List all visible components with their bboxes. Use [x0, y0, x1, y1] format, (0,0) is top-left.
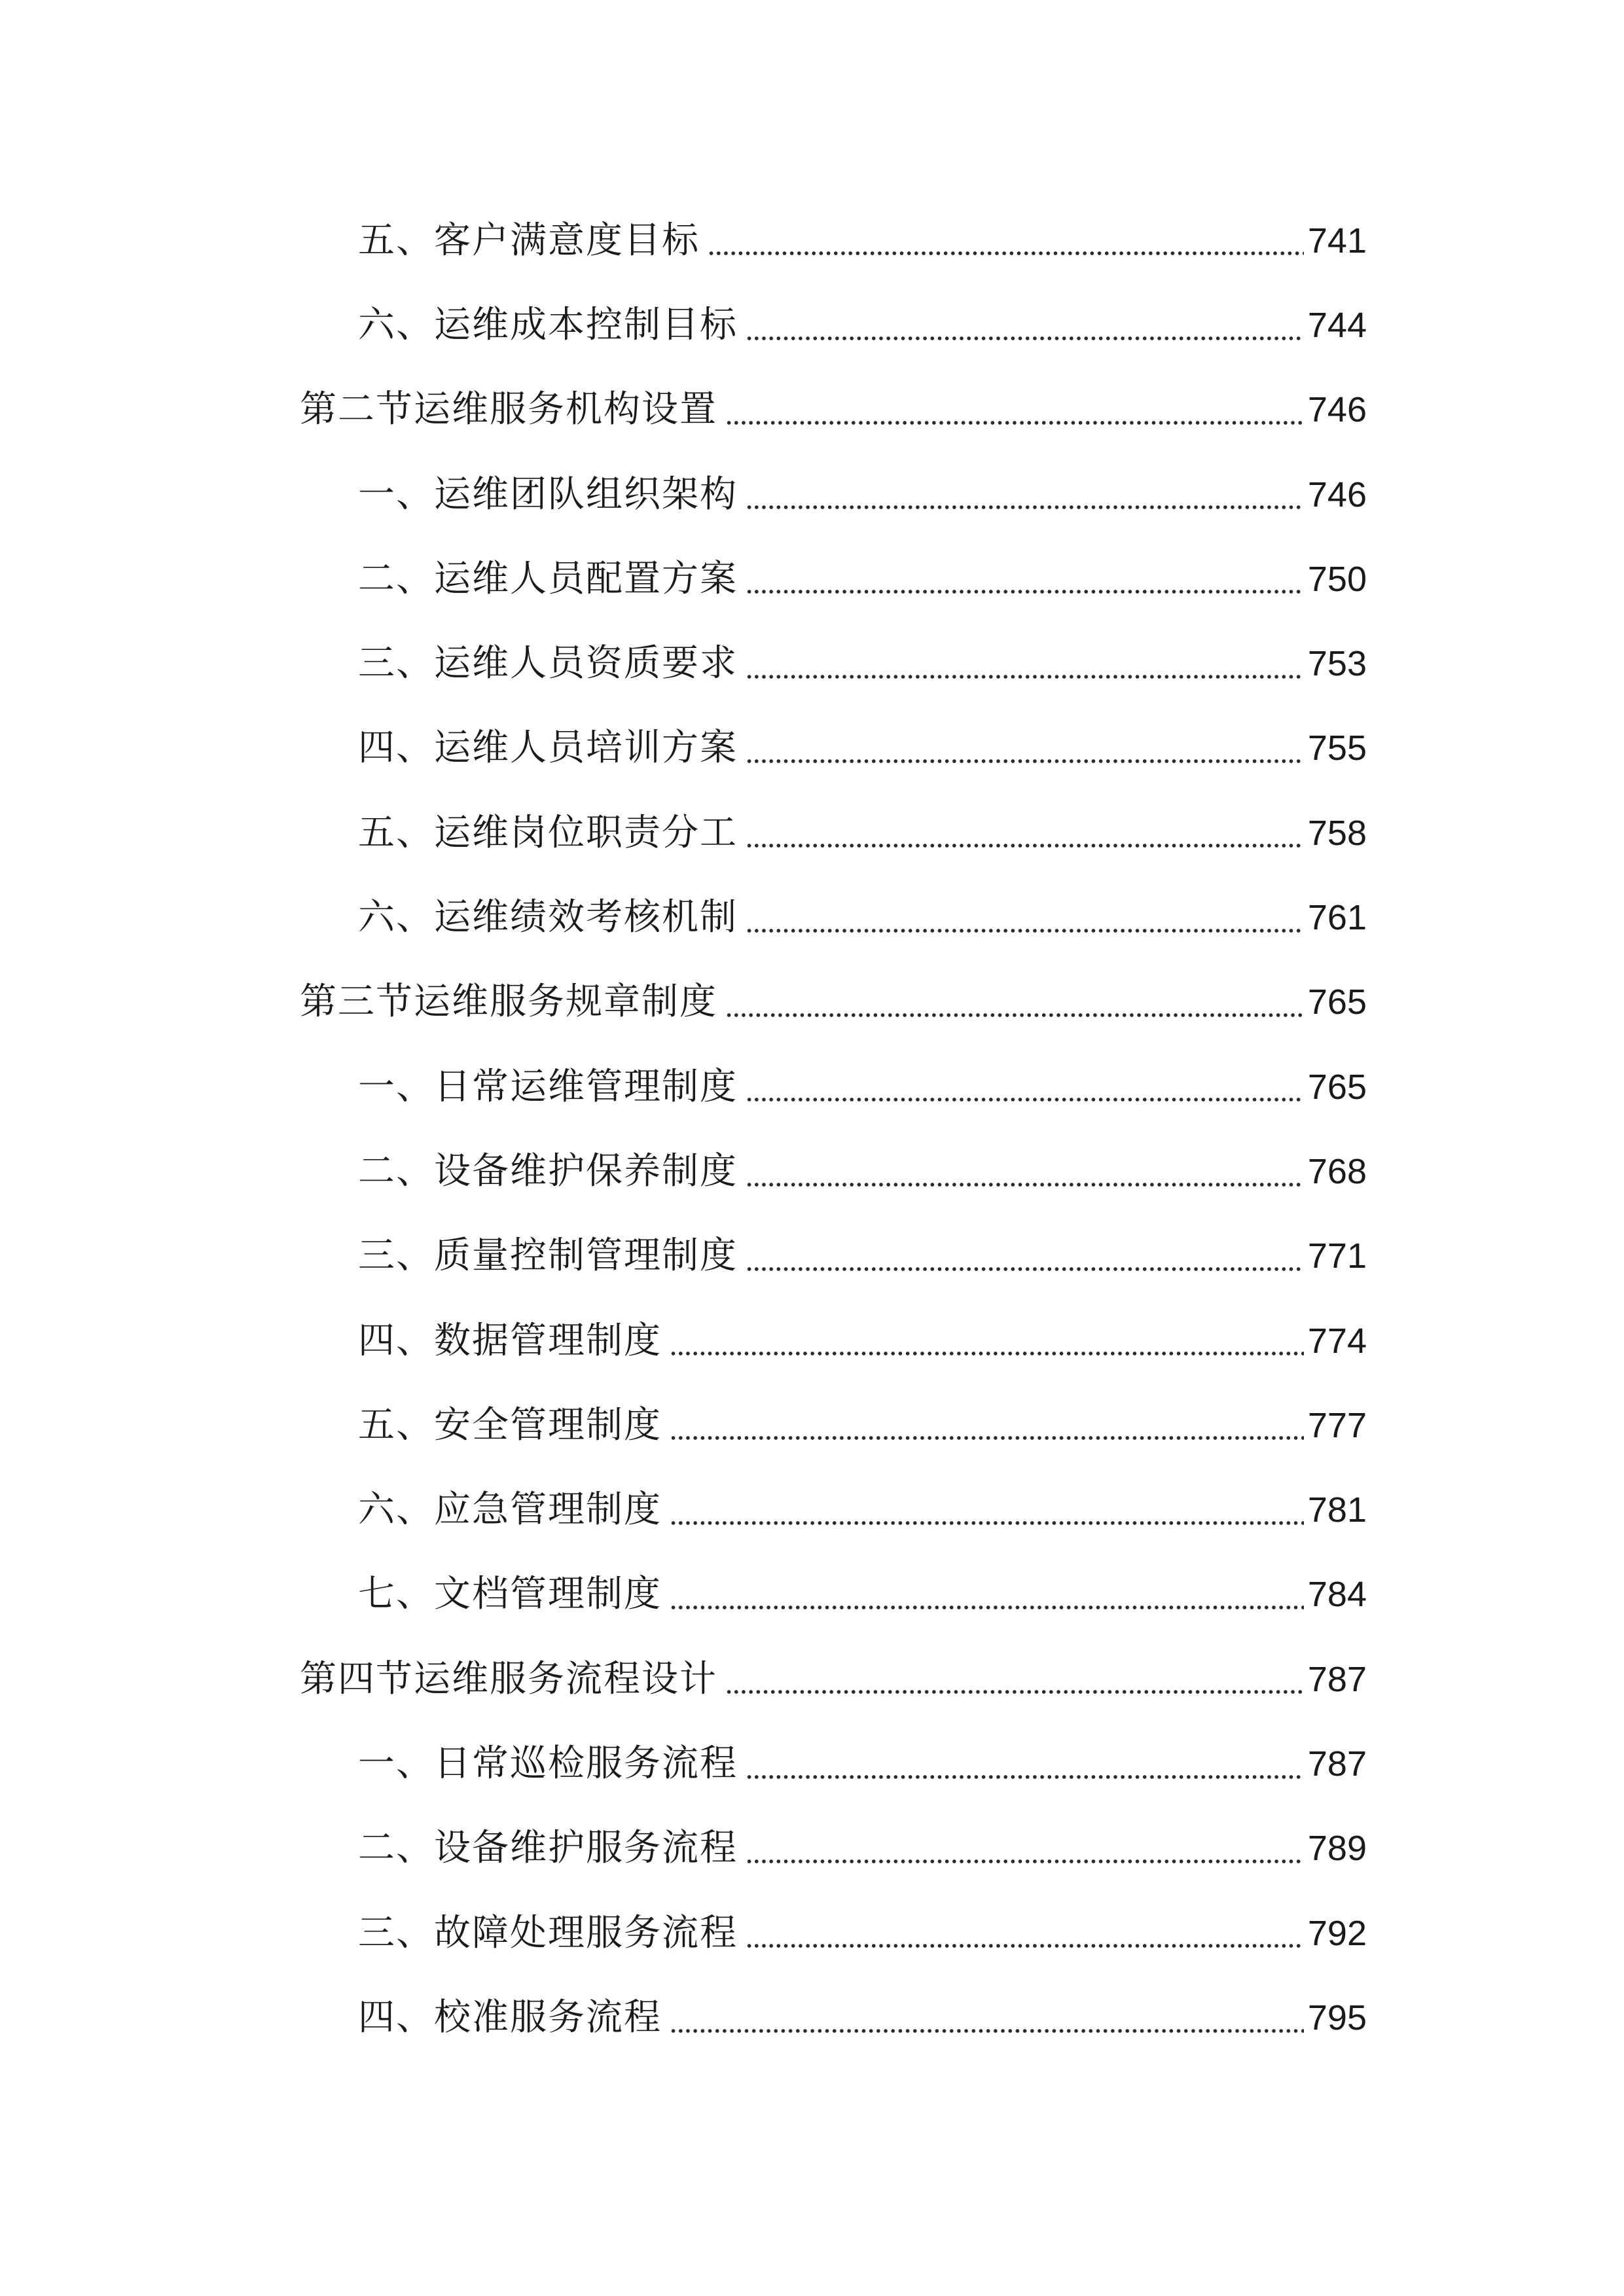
toc-dot-leader	[746, 1266, 1304, 1272]
toc-subsection-entry[interactable]	[0, 1045, 1624, 1129]
toc-dot-leader	[670, 1604, 1304, 1611]
toc-page-number: 765	[1307, 1067, 1367, 1107]
toc-page-number: 765	[1307, 982, 1367, 1022]
toc-page-number: 746	[1307, 475, 1367, 514]
toc-dot-leader	[746, 673, 1304, 680]
toc-subsection-entry[interactable]	[0, 791, 1624, 875]
toc-entry-title: 五、运维岗位职责分工	[358, 811, 738, 854]
toc-entry-title: 七、文档管理制度	[358, 1573, 662, 1616]
toc-page-number: 753	[1307, 644, 1367, 684]
toc-page-number: 784	[1307, 1575, 1367, 1615]
toc-page-number: 795	[1307, 1998, 1367, 2037]
toc-subsection-entry[interactable]	[0, 1721, 1624, 1806]
toc-page-number: 781	[1307, 1490, 1367, 1530]
toc-dot-leader	[746, 1943, 1304, 1949]
toc-subsection-entry[interactable]	[0, 1975, 1624, 2060]
toc-entry-title: 一、运维团队组织架构	[358, 473, 738, 516]
toc-entry-title: 六、应急管理制度	[358, 1488, 662, 1532]
toc-section-entry[interactable]	[0, 960, 1624, 1045]
toc-entry-title: 四、运维人员培训方案	[358, 726, 738, 770]
toc-dot-leader	[725, 1689, 1304, 1695]
toc-page-number: 787	[1307, 1744, 1367, 1784]
toc-entry-title: 四、数据管理制度	[358, 1319, 662, 1362]
toc-subsection-entry[interactable]	[0, 452, 1624, 537]
toc-section-entry[interactable]	[0, 1637, 1624, 1721]
toc-entry-title: 一、日常运维管理制度	[358, 1065, 738, 1108]
toc-entry-title: 五、客户满意度目标	[358, 219, 700, 262]
toc-subsection-entry[interactable]	[0, 706, 1624, 791]
toc-entry-title: 三、故障处理服务流程	[358, 1911, 738, 1954]
table-of-contents	[0, 198, 1624, 2060]
toc-dot-leader	[746, 758, 1304, 764]
toc-dot-leader	[670, 1350, 1304, 1357]
toc-dot-leader	[670, 2028, 1304, 2034]
toc-subsection-entry[interactable]	[0, 1891, 1624, 1975]
toc-dot-leader	[746, 1858, 1304, 1865]
toc-dot-leader	[746, 588, 1304, 595]
toc-page-number: 746	[1307, 390, 1367, 430]
toc-page-number: 789	[1307, 1829, 1367, 1869]
toc-page-number: 755	[1307, 728, 1367, 768]
toc-entry-title: 一、日常巡检服务流程	[358, 1742, 738, 1785]
toc-page-number: 777	[1307, 1405, 1367, 1445]
toc-entry-title: 第四节运维服务流程设计	[300, 1657, 717, 1700]
toc-page-number: 792	[1307, 1913, 1367, 1953]
toc-section-entry[interactable]	[0, 368, 1624, 452]
toc-dot-leader	[725, 420, 1304, 426]
toc-dot-leader	[670, 1520, 1304, 1526]
toc-subsection-entry[interactable]	[0, 198, 1624, 283]
toc-entry-title: 四、校准服务流程	[358, 1996, 662, 2039]
toc-page-number: 744	[1307, 305, 1367, 345]
toc-dot-leader	[746, 1181, 1304, 1188]
toc-dot-leader	[746, 1774, 1304, 1780]
toc-page-number: 787	[1307, 1659, 1367, 1699]
toc-page-number: 758	[1307, 813, 1367, 853]
toc-subsection-entry[interactable]	[0, 1552, 1624, 1637]
toc-page-number: 771	[1307, 1236, 1367, 1276]
toc-entry-title: 六、运维成本控制目标	[358, 303, 738, 346]
toc-dot-leader	[708, 250, 1304, 257]
toc-entry-title: 二、设备维护保养制度	[358, 1149, 738, 1193]
toc-dot-leader	[725, 1012, 1304, 1018]
toc-entry-title: 二、运维人员配置方案	[358, 557, 738, 600]
toc-dot-leader	[746, 504, 1304, 511]
toc-entry-title: 五、安全管理制度	[358, 1403, 662, 1446]
toc-page-number: 774	[1307, 1321, 1367, 1361]
toc-entry-title: 第三节运维服务规章制度	[300, 980, 717, 1024]
toc-dot-leader	[670, 1435, 1304, 1441]
toc-subsection-entry[interactable]	[0, 1806, 1624, 1891]
toc-subsection-entry[interactable]	[0, 875, 1624, 960]
toc-entry-title: 三、运维人员资质要求	[358, 642, 738, 685]
toc-entry-title: 三、质量控制管理制度	[358, 1234, 738, 1278]
toc-dot-leader	[746, 842, 1304, 849]
toc-dot-leader	[746, 1096, 1304, 1103]
toc-subsection-entry[interactable]	[0, 537, 1624, 621]
toc-page-number: 750	[1307, 559, 1367, 599]
toc-subsection-entry[interactable]	[0, 1383, 1624, 1467]
toc-page-number: 768	[1307, 1151, 1367, 1191]
toc-dot-leader	[746, 335, 1304, 342]
toc-subsection-entry[interactable]	[0, 1299, 1624, 1383]
toc-subsection-entry[interactable]	[0, 1214, 1624, 1299]
toc-page-number: 761	[1307, 898, 1367, 938]
toc-subsection-entry[interactable]	[0, 1129, 1624, 1213]
toc-entry-title: 第二节运维服务机构设置	[300, 388, 717, 431]
toc-entry-title: 二、设备维护服务流程	[358, 1827, 738, 1870]
toc-dot-leader	[746, 927, 1304, 934]
toc-subsection-entry[interactable]	[0, 283, 1624, 367]
toc-subsection-entry[interactable]	[0, 621, 1624, 706]
toc-page-number: 741	[1307, 221, 1367, 260]
toc-entry-title: 六、运维绩效考核机制	[358, 896, 738, 939]
toc-subsection-entry[interactable]	[0, 1467, 1624, 1552]
